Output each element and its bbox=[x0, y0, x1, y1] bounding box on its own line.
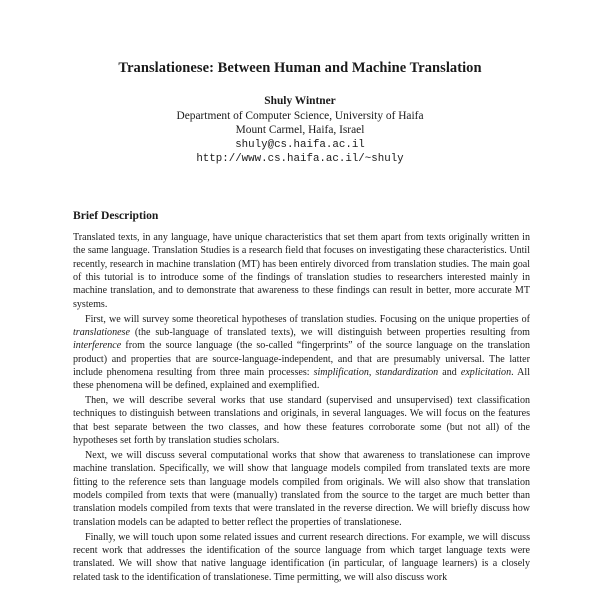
section-body bbox=[73, 231, 530, 584]
term-explicitation: explicitation bbox=[460, 366, 512, 378]
author-affiliation: Department of Computer Science, University of Haifa bbox=[176, 109, 424, 122]
paragraph-2-text-a: First, we will survey some theoretical hypotheses of translation studies. Focusing on the unique properties of bbox=[85, 313, 530, 325]
paragraph-2-text-f: . All these phenomena will be defined, explained and exemplified. bbox=[73, 366, 530, 392]
paragraph-2-text-b: (the sub-language of translated texts), we will distinguish between properties resulting from bbox=[129, 326, 530, 338]
term-interference: interference bbox=[73, 340, 122, 352]
term-translationese: translationese bbox=[73, 326, 130, 338]
paragraph-1: Translated texts, in any language, have unique characteristics that set them apart from texts originally written in the same language. Translation Studies is a research field that focuses on investigating these characteristics. Until recently, research in machine translation (MT) has been entirely divorced from translation studies. The main goal of this tutorial is to introduce some of the findings of translation studies to researchers interested mainly in machine translation, and to demonstrate that awareness to these findings can result in better, more accurate MT systems. bbox=[73, 232, 530, 310]
paragraph-4: Next, we will discuss several computational works that show that awareness to translationese can improve machine translation. Specifically, we will show that language models compiled from translated texts are more fitting to the reference sets than language models compiled from originals. We will also show that translation models compiled from texts that were (manually) translated from the source to the target are much better than translation models compiled from texts that were translated in the reverse direction. We will briefly discuss how translation models can be adapted to better reflect the properties of translationese. bbox=[73, 450, 530, 528]
author-block bbox=[0, 94, 600, 167]
section-heading: Brief Description bbox=[73, 209, 159, 222]
author-email[interactable]: shuly@cs.haifa.ac.il bbox=[235, 138, 365, 151]
author-address: Mount Carmel, Haifa, Israel bbox=[235, 124, 365, 136]
term-simplification: simplification bbox=[313, 366, 369, 378]
paragraph-2-text-c: from the source language (the so-called “fingerprints” of the source language on the translation product) and properties that are source-language-independent, and that are presumably universal. The latter include phenomena resulting from three main processes: bbox=[73, 340, 530, 378]
author-url[interactable]: http://www.cs.haifa.ac.il/~shuly bbox=[196, 153, 404, 165]
paragraph-2 bbox=[73, 313, 530, 393]
paragraph-3: Then, we will describe several works that use standard (supervised and unsupervised) text classification techniques to distinguish between translations and originals, in several languages. We will focus on the features that best separate between the two classes, and how these features corroborate some (but not all) of the hypotheses set forth by translation studies scholars. bbox=[73, 395, 530, 447]
author-name: Shuly Wintner bbox=[264, 95, 336, 107]
paragraph-2-text-e: and bbox=[438, 366, 461, 378]
paragraph-2-text-d: , bbox=[368, 366, 376, 378]
paper-title: Translationese: Between Human and Machine Translation bbox=[118, 60, 482, 76]
paragraph-5: Finally, we will touch upon some related issues and current research directions. For example, we will discuss recent work that addresses the identification of the source language from which target language texts were translated. We will show that native language identification (in particular, of language learners) is a closely related task to the identification of translationese. Time permitting, we will also discuss work bbox=[73, 531, 530, 583]
term-standardization: standardization bbox=[375, 366, 439, 378]
